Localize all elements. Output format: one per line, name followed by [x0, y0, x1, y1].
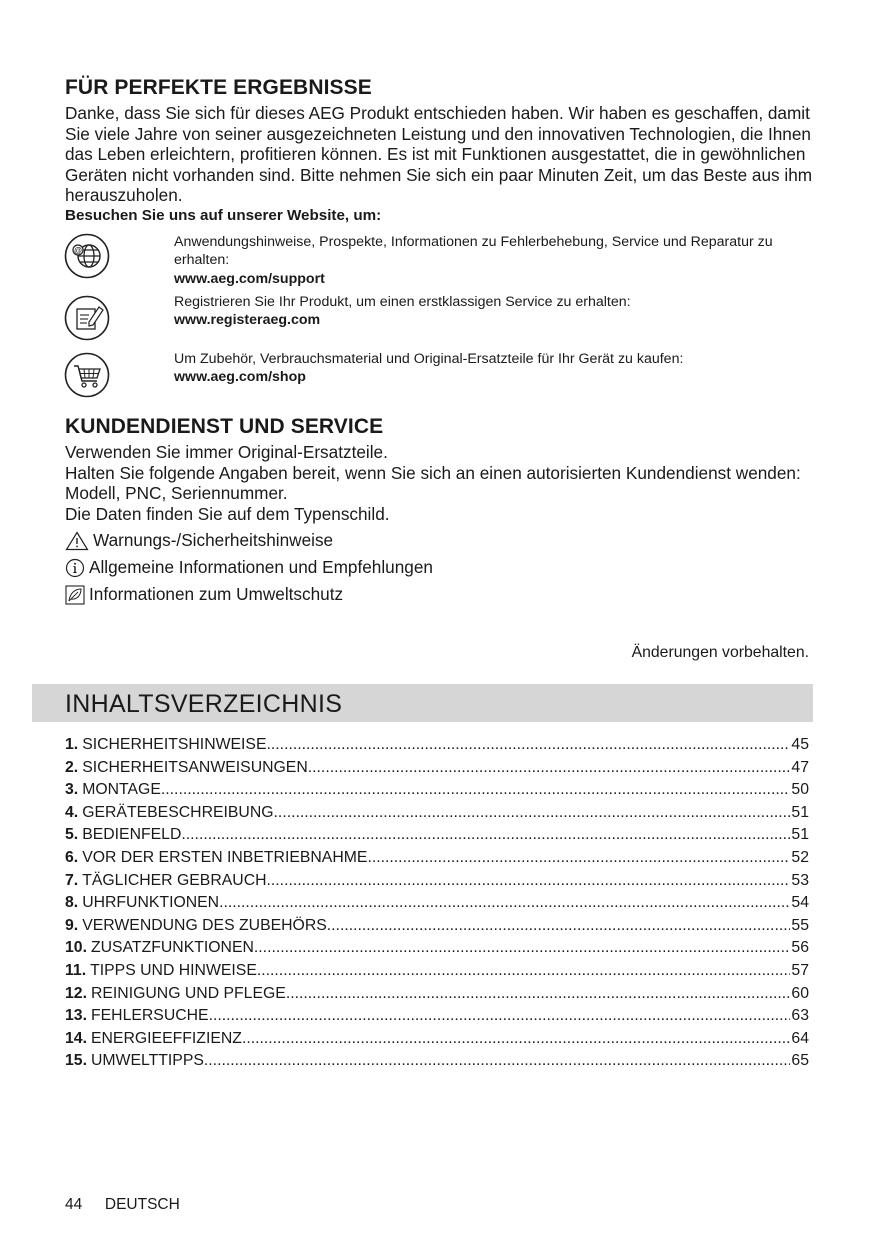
- toc-entry-label: BEDIENFELD: [82, 826, 182, 844]
- toc-leader-dots: [209, 1005, 791, 1028]
- toc-entry-number: 8.: [65, 894, 79, 912]
- toc-entry[interactable]: [65, 983, 809, 1006]
- section-title-results: FÜR PERFEKTE ERGEBNISSE: [65, 76, 372, 99]
- toc-entry-page: 56: [791, 939, 809, 957]
- toc-entry-number: 3.: [65, 781, 79, 799]
- toc-list: [65, 734, 809, 1073]
- toc-entry-label: UMWELTTIPPS: [90, 1052, 204, 1070]
- toc-entry[interactable]: [65, 847, 809, 870]
- toc-entry-number: 6.: [65, 848, 79, 866]
- footer-language: DEUTSCH: [104, 1196, 180, 1213]
- toc-entry-page: 64: [791, 1029, 809, 1047]
- register-link[interactable]: www.registeraeg.com: [174, 312, 321, 329]
- toc-entry[interactable]: [65, 779, 809, 802]
- toc-entry-page: 50: [791, 781, 809, 799]
- toc-entry[interactable]: [65, 1028, 809, 1051]
- toc-entry-label: SICHERHEITSHINWEISE: [82, 736, 267, 753]
- toc-entry-page: 55: [791, 916, 809, 934]
- toc-leader-dots: [181, 824, 790, 847]
- visit-label: Besuchen Sie uns auf unserer Website, um:: [65, 207, 382, 224]
- toc-entry-label: ENERGIEEFFIZIENZ: [90, 1029, 242, 1047]
- toc-entry-label: REINIGUNG UND PFLEGE: [90, 984, 286, 1002]
- toc-entry-number: 2.: [65, 758, 79, 776]
- toc-entry[interactable]: [65, 824, 809, 847]
- changes-note: Änderungen vorbehalten.: [631, 644, 809, 661]
- svg-text:@: @: [74, 246, 82, 255]
- toc-entry-label: UHRFUNKTIONEN: [82, 894, 220, 912]
- toc-entry-label: VERWENDUNG DES ZUBEHÖRS: [82, 916, 327, 934]
- support-link[interactable]: www.aeg.com/support: [174, 270, 325, 287]
- service-line-3: Die Daten finden Sie auf dem Typenschild.: [65, 503, 390, 524]
- toc-entry-number: 13.: [65, 1007, 87, 1025]
- toc-entry-page: 63: [791, 1007, 809, 1025]
- toc-entry[interactable]: [65, 937, 809, 960]
- toc-entry[interactable]: [65, 870, 809, 893]
- toc-leader-dots: [204, 1050, 791, 1073]
- service-line-1: Verwenden Sie immer Original-Ersatzteile.: [65, 442, 388, 462]
- globe-at-icon: [64, 233, 110, 279]
- toc-entry-number: 12.: [65, 984, 87, 1002]
- toc-entry-number: 5.: [65, 826, 79, 844]
- toc-entry-label: FEHLERSUCHE: [90, 1007, 209, 1025]
- toc-entry-label: ZUSATZFUNKTIONEN: [90, 939, 254, 957]
- toc-entry-number: 9.: [65, 916, 79, 934]
- website-item-text: Registrieren Sie Ihr Produkt, um einen erstklassigen Service zu erhalten:: [174, 294, 631, 310]
- page-number: 44: [65, 1196, 83, 1213]
- toc-entry[interactable]: [65, 1050, 809, 1073]
- legend-info: [65, 557, 433, 578]
- website-item-support: [174, 233, 814, 288]
- toc-entry-page: 53: [791, 871, 809, 889]
- toc-leader-dots: [308, 757, 791, 780]
- leaf-icon: [65, 585, 85, 605]
- toc-leader-dots: [254, 937, 791, 960]
- toc-entry[interactable]: [65, 734, 809, 757]
- toc-entry-page: 60: [791, 984, 809, 1002]
- toc-leader-dots: [219, 892, 790, 915]
- section-title-service: KUNDENDIENST UND SERVICE: [65, 415, 384, 438]
- toc-entry-label: MONTAGE: [82, 781, 161, 799]
- register-pen-icon: [64, 295, 110, 341]
- toc-leader-dots: [242, 1028, 790, 1051]
- toc-entry-label: GERÄTEBESCHREIBUNG: [82, 803, 274, 821]
- toc-entry-number: 14.: [65, 1029, 87, 1047]
- toc-entry-page: 65: [791, 1052, 809, 1070]
- toc-entry[interactable]: [65, 915, 809, 938]
- website-item-shop: [174, 350, 814, 387]
- toc-entry-number: 4.: [65, 803, 79, 821]
- toc-entry-label: TÄGLICHER GEBRAUCH: [82, 871, 267, 889]
- legend-warning: [65, 530, 333, 551]
- toc-entry[interactable]: [65, 757, 809, 780]
- shopping-cart-icon: [64, 352, 110, 398]
- toc-entry-number: 15.: [65, 1052, 87, 1070]
- website-item-text: Um Zubehör, Verbrauchsmaterial und Original-Ersatzteile für Ihr Gerät zu kaufen:: [174, 351, 684, 367]
- toc-entry[interactable]: [65, 892, 809, 915]
- toc-entry-page: 51: [791, 803, 809, 821]
- toc-entry-page: 47: [791, 758, 809, 776]
- toc-leader-dots: [327, 915, 791, 938]
- toc-entry[interactable]: [65, 1005, 809, 1028]
- toc-entry[interactable]: [65, 802, 809, 825]
- toc-leader-dots: [267, 870, 791, 893]
- toc-leader-dots: [274, 802, 791, 825]
- toc-entry-label: SICHERHEITSANWEISUNGEN: [82, 758, 308, 776]
- toc-entry-number: 1.: [65, 736, 79, 753]
- shop-link[interactable]: www.aeg.com/shop: [174, 369, 306, 386]
- toc-entry-page: 54: [791, 894, 809, 912]
- toc-leader-dots: [257, 960, 791, 983]
- legend-environment: [65, 584, 343, 605]
- service-line-2: Halten Sie folgende Angaben bereit, wenn Sie sich an einen autorisierten Kundendienst wenden: Modell, PNC, Seriennummer.: [65, 462, 801, 504]
- toc-title: INHALTSVERZEICHNIS: [65, 690, 343, 718]
- toc-entry-page: 57: [791, 961, 809, 979]
- info-icon: [65, 558, 85, 578]
- footer: [65, 1196, 180, 1214]
- intro-paragraph: Danke, dass Sie sich für dieses AEG Produkt entschieden haben. Wir haben es geschaffen, damit Sie viele Jahre von seiner ausgezeichneten Leistung und den innovativen Technologien, die Ihnen das Leben erleichtern, profitieren können. Es ist mit Funktionen ausgestattet, die in gewöhnlichen Geräten nicht vorhanden sind. Bitte nehmen Sie sich ein paar Minuten Zeit, um das Beste aus ihm herauszuholen.: [65, 103, 813, 206]
- toc-entry[interactable]: [65, 960, 809, 983]
- legend-warning-text: Warnungs-/Sicherheitshinweise: [93, 530, 334, 550]
- toc-entry-page: 52: [791, 848, 809, 866]
- toc-entry-page: 51: [791, 826, 809, 844]
- toc-entry-page: 45: [791, 736, 809, 753]
- toc-entry-label: VOR DER ERSTEN INBETRIEBNAHME: [82, 848, 368, 866]
- toc-leader-dots: [286, 983, 791, 1006]
- legend-environment-text: Informationen zum Umweltschutz: [89, 584, 344, 604]
- warning-triangle-icon: [65, 531, 89, 551]
- toc-entry-number: 11.: [65, 961, 87, 979]
- toc-entry-number: 10.: [65, 939, 87, 957]
- toc-entry-number: 7.: [65, 871, 79, 889]
- website-item-register: [174, 293, 814, 330]
- legend-info-text: Allgemeine Informationen und Empfehlungen: [89, 557, 433, 577]
- website-item-text: Anwendungshinweise, Prospekte, Informationen zu Fehlerbehebung, Service und Reparatur zu erhalten:: [174, 234, 773, 269]
- service-text: [65, 442, 815, 524]
- toc-leader-dots: [267, 734, 791, 757]
- toc-leader-dots: [161, 779, 791, 802]
- toc-entry-label: TIPPS UND HINWEISE: [90, 961, 257, 979]
- toc-leader-dots: [367, 847, 790, 870]
